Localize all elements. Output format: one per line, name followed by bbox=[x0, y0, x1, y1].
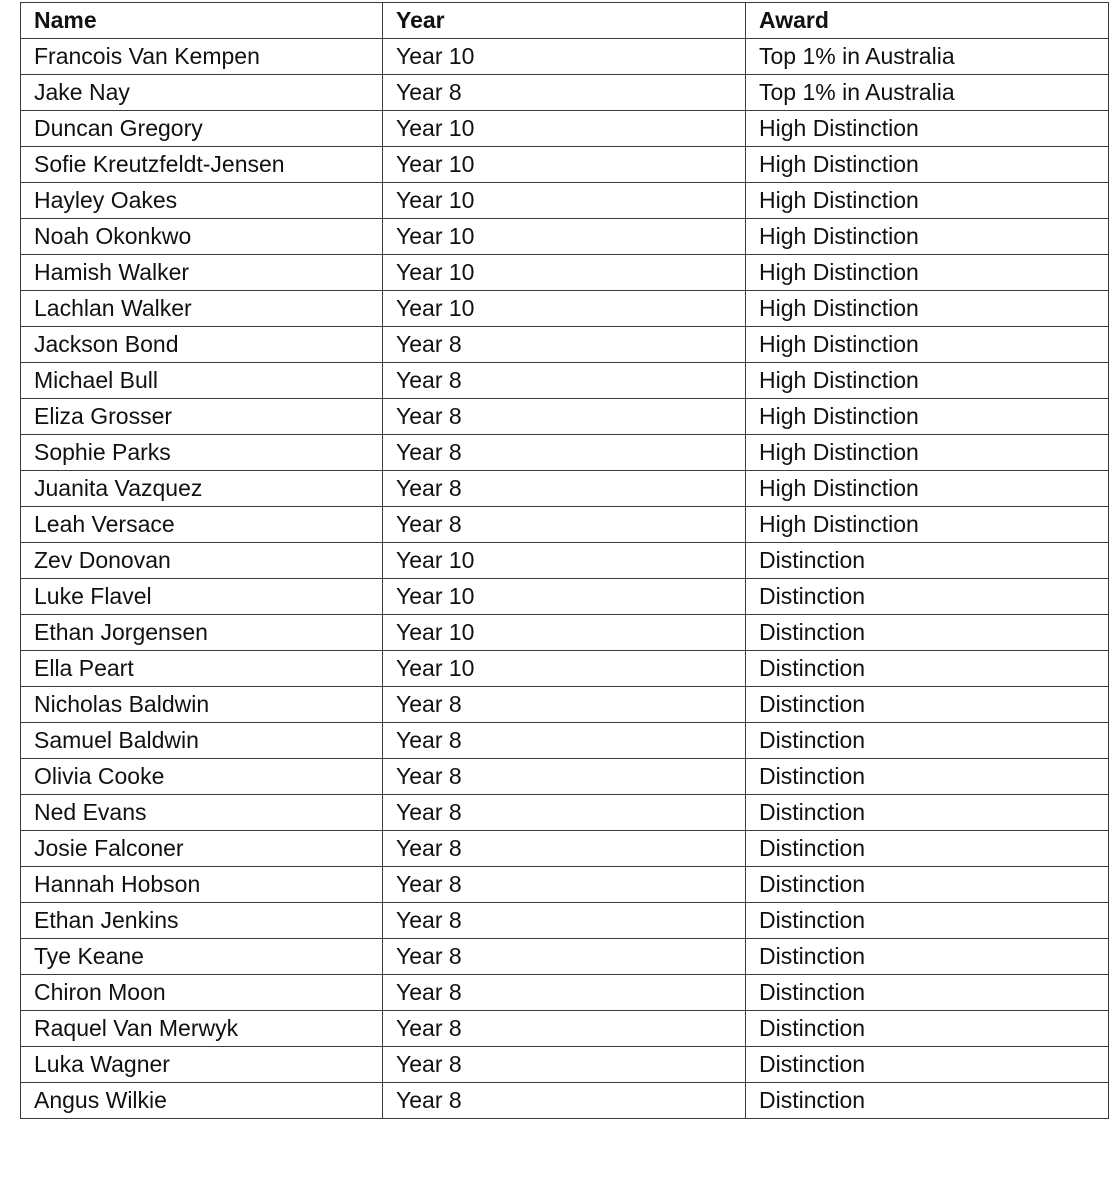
cell-name: Leah Versace bbox=[21, 507, 383, 543]
cell-award: Top 1% in Australia bbox=[746, 75, 1109, 111]
cell-award: High Distinction bbox=[746, 399, 1109, 435]
cell-award: High Distinction bbox=[746, 435, 1109, 471]
cell-year: Year 10 bbox=[383, 255, 746, 291]
cell-name: Ethan Jorgensen bbox=[21, 615, 383, 651]
cell-year: Year 8 bbox=[383, 867, 746, 903]
cell-year: Year 8 bbox=[383, 435, 746, 471]
table-row bbox=[21, 39, 1109, 75]
cell-year: Year 10 bbox=[383, 219, 746, 255]
cell-name: Sophie Parks bbox=[21, 435, 383, 471]
table-row bbox=[21, 1083, 1109, 1119]
cell-year: Year 8 bbox=[383, 1011, 746, 1047]
cell-name: Jake Nay bbox=[21, 75, 383, 111]
table-row bbox=[21, 219, 1109, 255]
cell-name: Noah Okonkwo bbox=[21, 219, 383, 255]
cell-year: Year 10 bbox=[383, 183, 746, 219]
column-header-name: Name bbox=[21, 3, 383, 39]
cell-name: Juanita Vazquez bbox=[21, 471, 383, 507]
cell-award: Top 1% in Australia bbox=[746, 39, 1109, 75]
cell-award: High Distinction bbox=[746, 147, 1109, 183]
cell-name: Luke Flavel bbox=[21, 579, 383, 615]
cell-year: Year 8 bbox=[383, 399, 746, 435]
cell-year: Year 8 bbox=[383, 687, 746, 723]
column-header-award: Award bbox=[746, 3, 1109, 39]
cell-name: Raquel Van Merwyk bbox=[21, 1011, 383, 1047]
cell-name: Hannah Hobson bbox=[21, 867, 383, 903]
cell-year: Year 8 bbox=[383, 1083, 746, 1119]
cell-award: High Distinction bbox=[746, 291, 1109, 327]
table-row bbox=[21, 471, 1109, 507]
cell-name: Eliza Grosser bbox=[21, 399, 383, 435]
cell-year: Year 10 bbox=[383, 651, 746, 687]
cell-award: Distinction bbox=[746, 543, 1109, 579]
table-row bbox=[21, 291, 1109, 327]
cell-name: Hamish Walker bbox=[21, 255, 383, 291]
table-row bbox=[21, 759, 1109, 795]
table-row bbox=[21, 507, 1109, 543]
table-row bbox=[21, 867, 1109, 903]
cell-year: Year 8 bbox=[383, 939, 746, 975]
cell-year: Year 8 bbox=[383, 759, 746, 795]
cell-name: Francois Van Kempen bbox=[21, 39, 383, 75]
cell-award: High Distinction bbox=[746, 507, 1109, 543]
cell-name: Lachlan Walker bbox=[21, 291, 383, 327]
cell-award: Distinction bbox=[746, 615, 1109, 651]
cell-name: Luka Wagner bbox=[21, 1047, 383, 1083]
cell-award: Distinction bbox=[746, 687, 1109, 723]
cell-name: Tye Keane bbox=[21, 939, 383, 975]
cell-award: Distinction bbox=[746, 903, 1109, 939]
table-row bbox=[21, 183, 1109, 219]
cell-award: Distinction bbox=[746, 795, 1109, 831]
table-row bbox=[21, 687, 1109, 723]
cell-award: Distinction bbox=[746, 1083, 1109, 1119]
table-row bbox=[21, 903, 1109, 939]
table-row bbox=[21, 579, 1109, 615]
cell-year: Year 8 bbox=[383, 831, 746, 867]
cell-year: Year 10 bbox=[383, 39, 746, 75]
table-row bbox=[21, 435, 1109, 471]
cell-name: Ethan Jenkins bbox=[21, 903, 383, 939]
cell-name: Ella Peart bbox=[21, 651, 383, 687]
table-row bbox=[21, 255, 1109, 291]
cell-year: Year 8 bbox=[383, 795, 746, 831]
table-row bbox=[21, 327, 1109, 363]
table-row bbox=[21, 939, 1109, 975]
table-row bbox=[21, 363, 1109, 399]
cell-year: Year 8 bbox=[383, 507, 746, 543]
cell-name: Jackson Bond bbox=[21, 327, 383, 363]
cell-award: Distinction bbox=[746, 1011, 1109, 1047]
cell-name: Hayley Oakes bbox=[21, 183, 383, 219]
cell-name: Josie Falconer bbox=[21, 831, 383, 867]
cell-name: Samuel Baldwin bbox=[21, 723, 383, 759]
cell-year: Year 8 bbox=[383, 903, 746, 939]
table-row bbox=[21, 75, 1109, 111]
cell-year: Year 10 bbox=[383, 291, 746, 327]
cell-name: Zev Donovan bbox=[21, 543, 383, 579]
cell-year: Year 10 bbox=[383, 579, 746, 615]
table-header bbox=[21, 3, 1109, 39]
cell-award: High Distinction bbox=[746, 111, 1109, 147]
cell-award: High Distinction bbox=[746, 255, 1109, 291]
cell-name: Angus Wilkie bbox=[21, 1083, 383, 1119]
table-body bbox=[21, 39, 1109, 1119]
cell-award: High Distinction bbox=[746, 327, 1109, 363]
cell-year: Year 10 bbox=[383, 147, 746, 183]
table-row bbox=[21, 831, 1109, 867]
cell-award: Distinction bbox=[746, 867, 1109, 903]
cell-award: High Distinction bbox=[746, 471, 1109, 507]
cell-year: Year 8 bbox=[383, 327, 746, 363]
cell-year: Year 8 bbox=[383, 363, 746, 399]
table-row bbox=[21, 795, 1109, 831]
cell-name: Duncan Gregory bbox=[21, 111, 383, 147]
cell-year: Year 8 bbox=[383, 471, 746, 507]
cell-award: Distinction bbox=[746, 723, 1109, 759]
cell-award: Distinction bbox=[746, 831, 1109, 867]
table-row bbox=[21, 111, 1109, 147]
cell-award: Distinction bbox=[746, 651, 1109, 687]
table-row bbox=[21, 615, 1109, 651]
cell-name: Michael Bull bbox=[21, 363, 383, 399]
cell-name: Nicholas Baldwin bbox=[21, 687, 383, 723]
header-row bbox=[21, 3, 1109, 39]
cell-name: Chiron Moon bbox=[21, 975, 383, 1011]
table-row bbox=[21, 147, 1109, 183]
cell-year: Year 10 bbox=[383, 615, 746, 651]
cell-award: Distinction bbox=[746, 579, 1109, 615]
awards-table bbox=[20, 2, 1109, 1119]
table-row bbox=[21, 543, 1109, 579]
column-header-year: Year bbox=[383, 3, 746, 39]
cell-award: Distinction bbox=[746, 759, 1109, 795]
cell-name: Sofie Kreutzfeldt-Jensen bbox=[21, 147, 383, 183]
cell-award: Distinction bbox=[746, 1047, 1109, 1083]
cell-name: Olivia Cooke bbox=[21, 759, 383, 795]
table-row bbox=[21, 399, 1109, 435]
cell-year: Year 8 bbox=[383, 723, 746, 759]
cell-name: Ned Evans bbox=[21, 795, 383, 831]
table-row bbox=[21, 975, 1109, 1011]
cell-year: Year 10 bbox=[383, 543, 746, 579]
cell-award: Distinction bbox=[746, 939, 1109, 975]
cell-award: High Distinction bbox=[746, 183, 1109, 219]
cell-award: High Distinction bbox=[746, 363, 1109, 399]
cell-award: Distinction bbox=[746, 975, 1109, 1011]
table-row bbox=[21, 1011, 1109, 1047]
cell-year: Year 8 bbox=[383, 75, 746, 111]
cell-award: High Distinction bbox=[746, 219, 1109, 255]
table-row bbox=[21, 651, 1109, 687]
table-row bbox=[21, 1047, 1109, 1083]
cell-year: Year 8 bbox=[383, 1047, 746, 1083]
table-row bbox=[21, 723, 1109, 759]
cell-year: Year 8 bbox=[383, 975, 746, 1011]
cell-year: Year 10 bbox=[383, 111, 746, 147]
